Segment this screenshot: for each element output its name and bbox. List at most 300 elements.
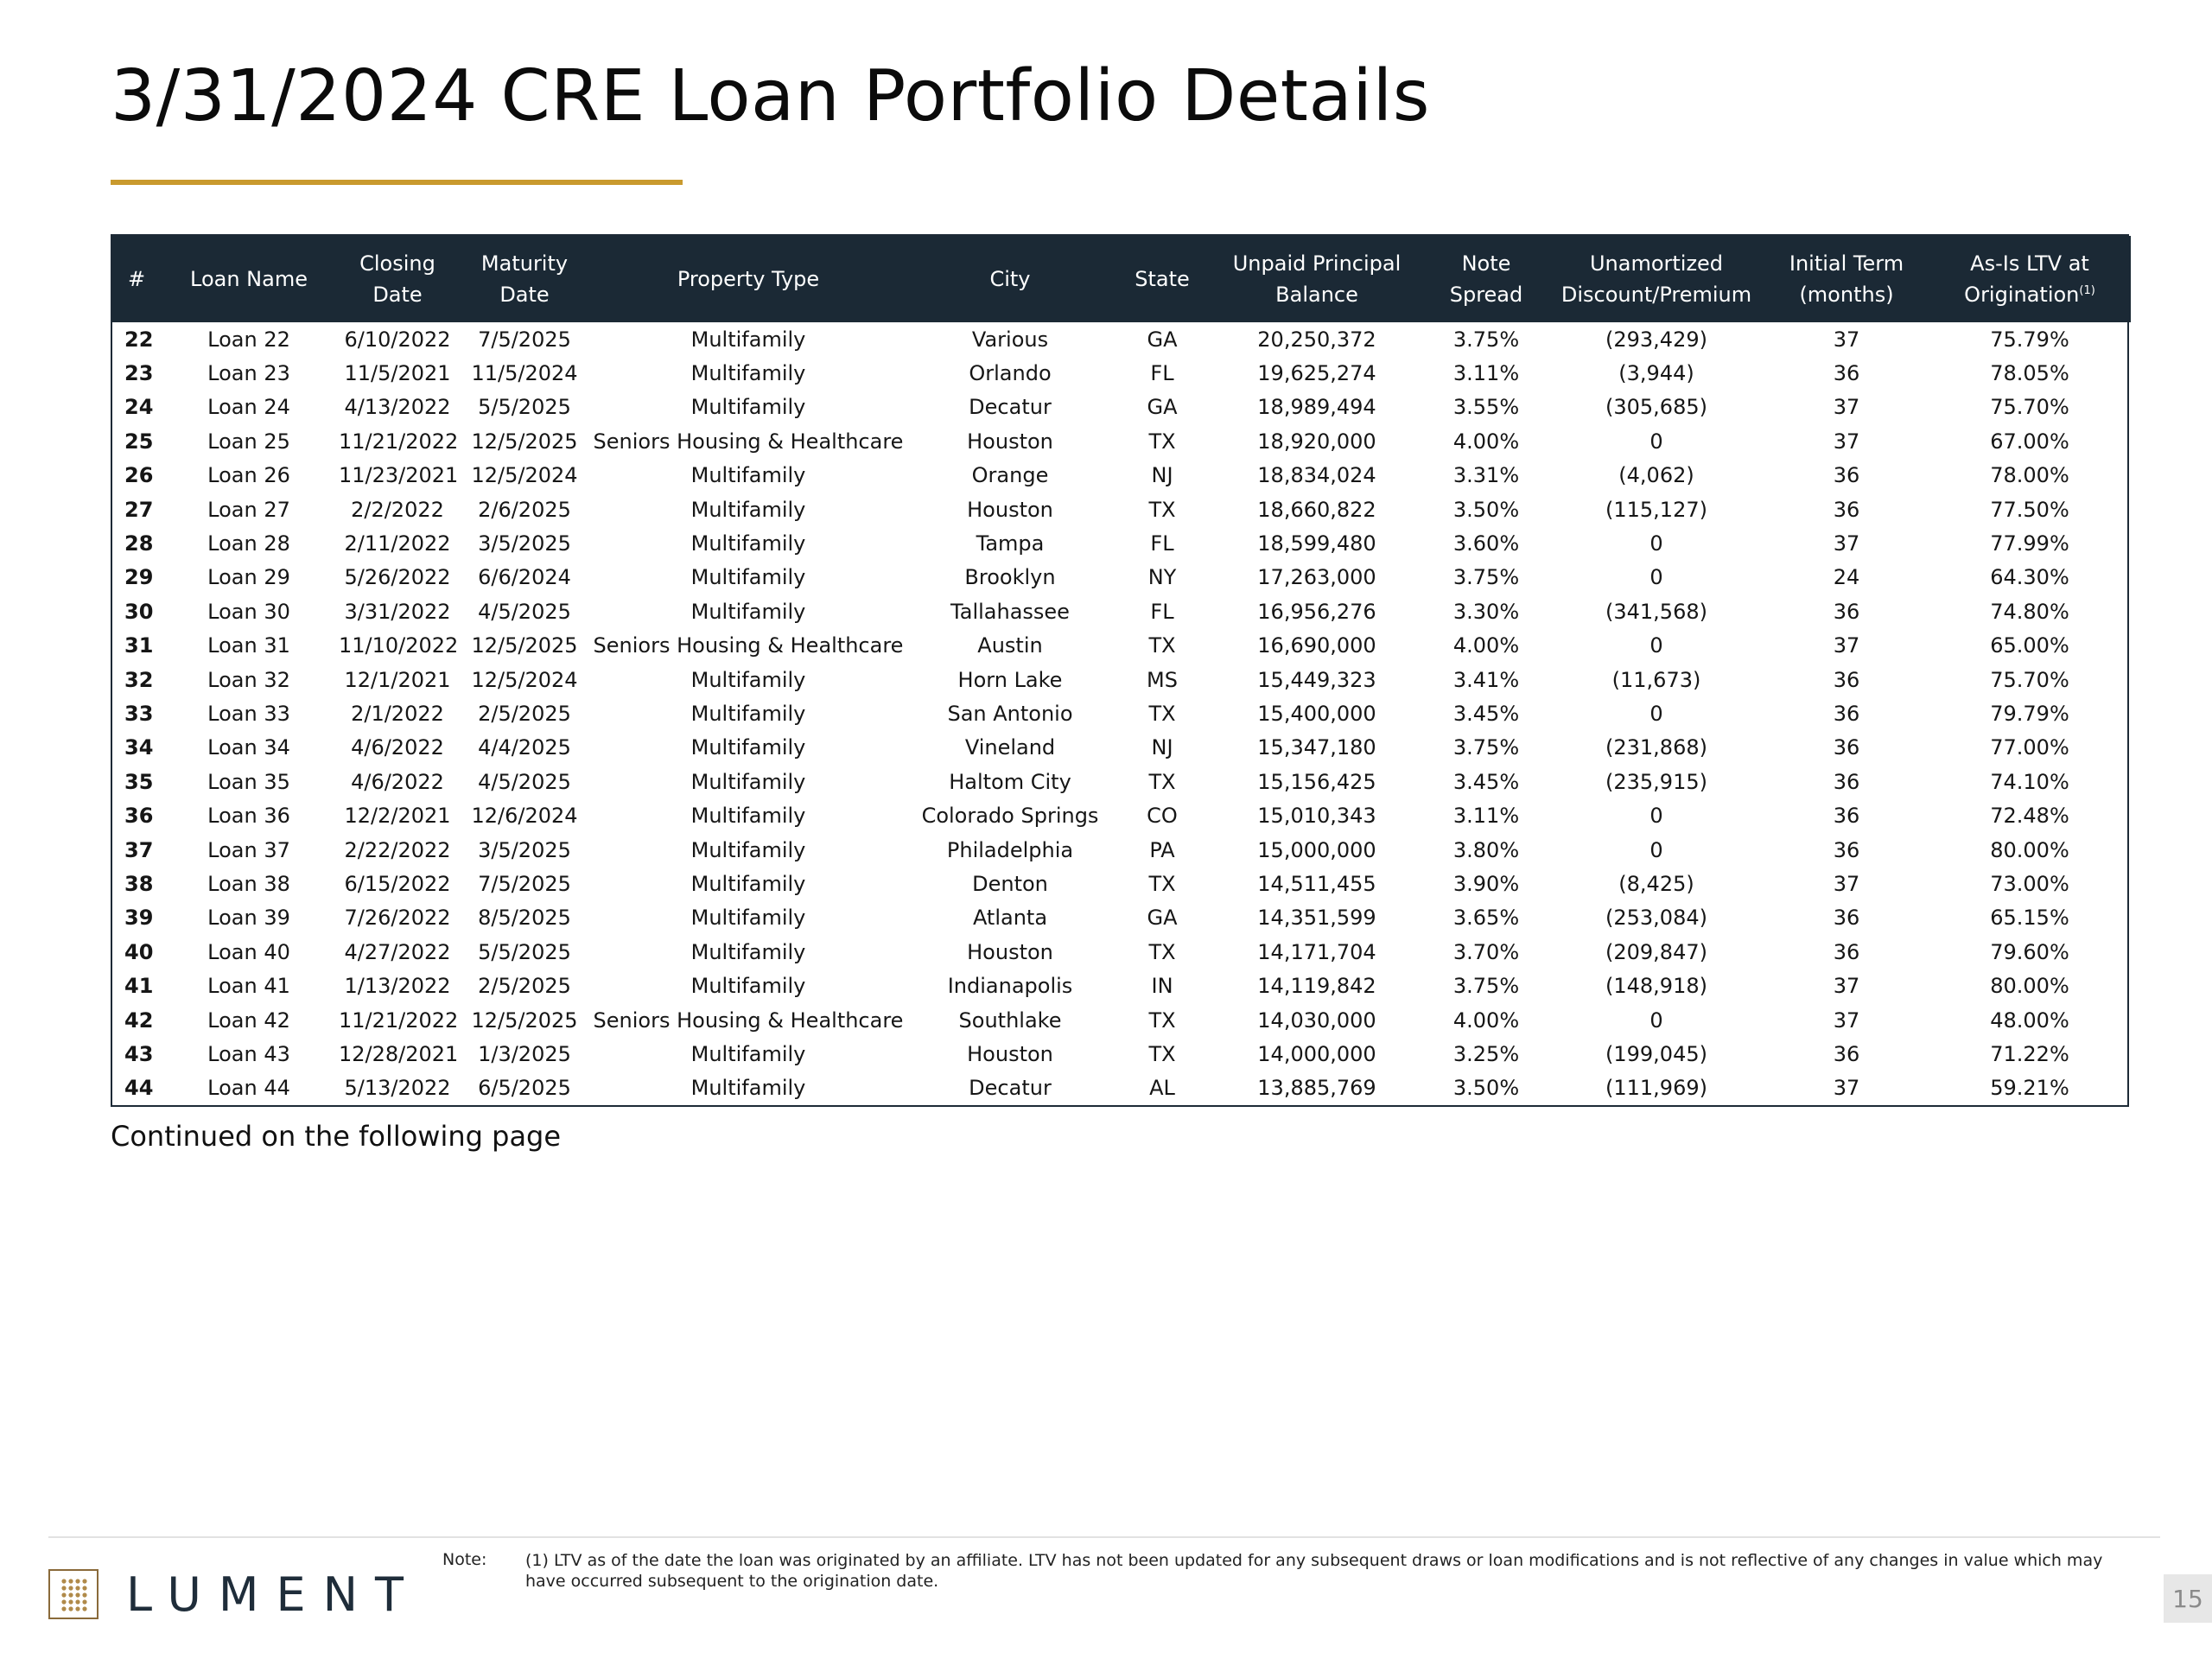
table-cell: 2/11/2022 [344,531,451,556]
table-cell: TX [1148,701,1176,726]
table-cell: 12/28/2021 [339,1041,459,1066]
table-cell: 12/1/2021 [344,667,451,692]
logo-wordmark: LUMENT [126,1567,422,1622]
table-cell: Loan 36 [207,804,290,829]
table-cell: 14,351,599 [1257,906,1376,931]
table-cell: Loan 38 [207,871,290,896]
table-cell: 37 [1833,1076,1860,1101]
table-cell: Loan 40 [207,939,290,964]
table-cell: Orlando [969,361,1052,386]
table-cell: TX [1148,1007,1176,1033]
table-cell: 0 [1649,429,1663,454]
table-cell: 7/5/2025 [478,327,571,352]
table-cell: 16,690,000 [1257,633,1376,658]
table-cell: 36 [1833,906,1860,931]
table-row [112,731,2131,765]
table-cell: AL [1149,1076,1175,1101]
table-cell: 37 [1833,974,1860,999]
table-cell: 12/5/2025 [471,633,578,658]
table-cell: 3.90% [1452,871,1520,896]
table-cell: 24 [124,395,154,420]
table-cell: 73.00% [1990,871,2069,896]
table-cell: 3/31/2022 [344,599,451,624]
table-cell: Seniors Housing & Healthcare [593,429,904,454]
table-cell: TX [1148,497,1176,522]
table-cell: Houston [967,1041,1053,1066]
table-cell: TX [1148,769,1176,794]
table-cell: 14,119,842 [1257,974,1376,999]
table-cell: 0 [1649,701,1663,726]
table-cell: 24 [1833,565,1860,590]
table-cell: 3.11% [1452,361,1520,386]
table-cell: 4/6/2022 [351,735,444,760]
table-cell: Loan 23 [207,361,290,386]
continued-note: Continued on the following page [111,1120,562,1153]
table-cell: Multifamily [690,974,806,999]
table-cell: 36 [1833,361,1860,386]
table-cell: Multifamily [690,804,806,829]
table-cell: Multifamily [690,667,806,692]
footnote-text: (1) LTV as of the date the loan was originated by an affiliate. LTV has not been updated for any subsequent draws or loan modifications and is not reflective of any changes in value which may have occurred subsequent to the origination date. [525,1551,2103,1591]
table-cell: 48.00% [1990,1007,2069,1033]
table-cell: TX [1148,633,1176,658]
table-cell: Loan 33 [207,701,290,726]
table-cell: 0 [1649,565,1663,590]
table-cell: 67.00% [1990,429,2069,454]
table-cell: 4.00% [1452,1007,1520,1033]
loan-table-container [111,234,2129,1107]
table-cell: 37 [124,837,154,862]
table-row [112,526,2131,560]
table-cell: 3.50% [1452,497,1520,522]
table-cell: 36 [1833,735,1860,760]
table-cell: Loan 35 [207,769,290,794]
table-cell: Loan 34 [207,735,290,760]
table-cell: 7/26/2022 [344,906,451,931]
table-cell: 18,989,494 [1257,395,1376,420]
table-cell: 36 [1833,804,1860,829]
table-cell: Philadelphia [946,837,1074,862]
table-cell: 18,834,024 [1257,463,1376,488]
table-cell: 3.31% [1452,463,1520,488]
table-cell: TX [1148,1041,1176,1066]
table-cell: 3/5/2025 [478,837,571,862]
page-number: 15 [2164,1574,2212,1623]
table-cell: 7/5/2025 [478,871,571,896]
table-cell: 43 [124,1041,154,1066]
table-cell: Seniors Housing & Healthcare [593,1007,904,1033]
table-cell: 13,885,769 [1257,1076,1376,1101]
table-cell: 37 [1833,327,1860,352]
table-cell: 37 [1833,395,1860,420]
table-cell: 59.21% [1990,1076,2069,1101]
table-cell: 6/6/2024 [478,565,571,590]
table-cell: 27 [124,497,154,522]
table-cell: 0 [1649,1007,1663,1033]
table-cell: Orange [971,463,1049,488]
table-cell: 18,920,000 [1257,429,1376,454]
table-cell: NJ [1151,735,1173,760]
table-cell: GA [1147,327,1178,352]
table-cell: 37 [1833,1007,1860,1033]
table-cell: 37 [1833,633,1860,658]
table-cell: 37 [1833,531,1860,556]
table-cell: TX [1148,429,1176,454]
grid-dots-icon [48,1569,99,1619]
table-cell: 17,263,000 [1257,565,1376,590]
table-cell: 79.79% [1990,701,2069,726]
table-cell: 28 [124,531,154,556]
table-cell: Multifamily [690,769,806,794]
column-header: # [127,267,146,291]
table-cell: 11/5/2024 [471,361,578,386]
table-row [112,969,2131,1002]
table-cell: Loan 32 [207,667,290,692]
table-row [112,765,2131,798]
footer-divider [48,1536,2160,1538]
table-cell: 3.75% [1452,974,1520,999]
table-cell: 3.80% [1452,837,1520,862]
table-cell: 12/2/2021 [344,804,451,829]
table-header-row [112,236,2131,322]
table-cell: 2/22/2022 [344,837,451,862]
table-cell: 14,171,704 [1257,939,1376,964]
table-cell: 12/5/2025 [471,429,578,454]
table-cell: 11/21/2022 [339,429,459,454]
table-cell: 39 [124,906,154,931]
table-cell: 36 [1833,497,1860,522]
table-cell: 6/5/2025 [478,1076,571,1101]
table-cell: 25 [124,429,154,454]
table-cell: 77.99% [1990,531,2069,556]
table-cell: 4.00% [1452,633,1520,658]
table-cell: FL [1150,361,1174,386]
table-cell: 1/3/2025 [478,1041,571,1066]
table-cell: (235,915) [1605,769,1707,794]
column-header: Unpaid Principal Balance [1232,251,1402,307]
table-cell: Vineland [964,735,1056,760]
table-cell: Loan 41 [207,974,290,999]
table-cell: Multifamily [690,735,806,760]
table-cell: 3.75% [1452,327,1520,352]
table-cell: Loan 24 [207,395,290,420]
table-cell: (11,673) [1611,667,1701,692]
table-row [112,391,2131,424]
table-cell: Horn Lake [957,667,1063,692]
table-row [112,424,2131,458]
table-cell: FL [1150,531,1174,556]
table-cell: 36 [1833,463,1860,488]
table-cell: Loan 27 [207,497,290,522]
table-cell: 5/5/2025 [478,939,571,964]
table-cell: 2/5/2025 [478,701,571,726]
table-cell: Loan 28 [207,531,290,556]
table-cell: Multifamily [690,361,806,386]
table-cell: 14,030,000 [1257,1007,1376,1033]
table-row [112,459,2131,493]
table-row [112,594,2131,628]
table-cell: Multifamily [690,327,806,352]
table-cell: 29 [124,565,154,590]
table-cell: 16,956,276 [1257,599,1376,624]
table-row [112,901,2131,935]
table-cell: 15,010,343 [1257,804,1376,829]
table-cell: 30 [124,599,154,624]
table-cell: 4/5/2025 [478,769,571,794]
table-cell: Multifamily [690,463,806,488]
table-cell: Multifamily [690,599,806,624]
table-cell: CO [1147,804,1178,829]
table-cell: San Antonio [947,701,1073,726]
table-cell: FL [1150,599,1174,624]
table-row [112,935,2131,969]
table-cell: 77.00% [1990,735,2069,760]
table-cell: 36 [1833,837,1860,862]
table-cell: PA [1149,837,1175,862]
column-header: Note Spread [1449,251,1523,307]
table-cell: 2/6/2025 [478,497,571,522]
table-cell: MS [1147,667,1178,692]
table-cell: 4/6/2022 [351,769,444,794]
table-cell: Loan 30 [207,599,290,624]
table-row [112,629,2131,663]
table-cell: 72.48% [1990,804,2069,829]
table-cell: Denton [972,871,1048,896]
table-cell: 64.30% [1990,565,2069,590]
table-cell: 38 [124,871,154,896]
table-cell: 22 [124,327,154,352]
table-cell: Tampa [976,531,1045,556]
column-header: Initial Term (months) [1789,251,1904,307]
table-cell: (8,425) [1618,871,1694,896]
table-cell: Houston [967,939,1053,964]
column-header: Unamortized Discount/Premium [1560,251,1752,307]
table-cell: Austin [977,633,1043,658]
table-cell: 3.41% [1452,667,1520,692]
table-row [112,833,2131,867]
table-cell: 40 [124,939,154,964]
table-cell: 75.70% [1990,667,2069,692]
table-body [112,322,2131,1105]
table-cell: 78.00% [1990,463,2069,488]
table-cell: 3.45% [1452,701,1520,726]
table-row [112,867,2131,900]
table-cell: 44 [124,1076,154,1101]
table-cell: 77.50% [1990,497,2069,522]
table-cell: (111,969) [1605,1076,1707,1101]
table-cell: 0 [1649,531,1663,556]
table-cell: 74.10% [1990,769,2069,794]
table-cell: Multifamily [690,531,806,556]
table-cell: 11/23/2021 [339,463,459,488]
table-cell: 3.65% [1452,906,1520,931]
table-row [112,1037,2131,1071]
table-cell: 19,625,274 [1257,361,1376,386]
table-cell: 71.22% [1990,1041,2069,1066]
column-header: Property Type [677,267,820,291]
table-cell: 20,250,372 [1257,327,1376,352]
table-cell: 75.79% [1990,327,2069,352]
table-cell: Loan 42 [207,1007,290,1033]
table-cell: 74.80% [1990,599,2069,624]
table-cell: 12/5/2024 [471,667,578,692]
table-cell: 3.75% [1452,565,1520,590]
table-cell: Loan 37 [207,837,290,862]
table-cell: GA [1147,906,1178,931]
column-header: Maturity Date [480,251,569,307]
table-cell: 5/26/2022 [344,565,451,590]
note-label: Note: [442,1550,487,1569]
table-cell: GA [1147,395,1178,420]
table-cell: Atlanta [972,906,1048,931]
table-cell: TX [1148,871,1176,896]
table-cell: 11/10/2022 [339,633,459,658]
table-cell: 12/5/2025 [471,1007,578,1033]
table-cell: 23 [124,361,154,386]
table-cell: Indianapolis [947,974,1073,999]
table-cell: Houston [967,429,1053,454]
table-cell: 32 [124,667,154,692]
table-cell: 12/6/2024 [471,804,578,829]
table-cell: 3.11% [1452,804,1520,829]
table-cell: 3/5/2025 [478,531,571,556]
table-cell: (253,084) [1605,906,1707,931]
table-row [112,561,2131,594]
table-cell: (293,429) [1605,327,1707,352]
table-cell: Multifamily [690,837,806,862]
table-cell: 2/1/2022 [351,701,444,726]
table-cell: (148,918) [1605,974,1707,999]
table-cell: 37 [1833,871,1860,896]
lument-logo [48,1566,421,1623]
table-cell: 15,000,000 [1257,837,1376,862]
table-cell: Multifamily [690,395,806,420]
table-cell: Loan 39 [207,906,290,931]
table-cell: 5/5/2025 [478,395,571,420]
table-cell: 4/5/2025 [478,599,571,624]
table-row [112,1003,2131,1037]
table-cell: Multifamily [690,701,806,726]
table-cell: NY [1147,565,1177,590]
table-row [112,663,2131,696]
table-cell: Multifamily [690,565,806,590]
table-cell: Loan 22 [207,327,290,352]
table-cell: Loan 29 [207,565,290,590]
table-cell: 78.05% [1990,361,2069,386]
table-cell: Loan 31 [207,633,290,658]
column-header: State [1135,267,1190,291]
table-cell: 4/27/2022 [344,939,451,964]
table-cell: 3.45% [1452,769,1520,794]
column-header: Closing Date [359,251,435,307]
table-cell: 36 [1833,701,1860,726]
loan-portfolio-table [112,236,2131,1105]
table-cell: Multifamily [690,939,806,964]
table-cell: 36 [1833,939,1860,964]
table-cell: Multifamily [690,871,806,896]
table-cell: 65.00% [1990,633,2069,658]
table-cell: 3.25% [1452,1041,1520,1066]
table-row [112,798,2131,832]
table-cell: Brooklyn [964,565,1056,590]
table-cell: Multifamily [690,1041,806,1066]
table-cell: Seniors Housing & Healthcare [593,633,904,658]
table-cell: 2/2/2022 [351,497,444,522]
table-cell: Houston [967,497,1053,522]
table-cell: Decatur [969,395,1052,420]
table-cell: 0 [1649,804,1663,829]
table-cell: 0 [1649,633,1663,658]
table-cell: 3.55% [1452,395,1520,420]
table-cell: 18,599,480 [1257,531,1376,556]
table-cell: (209,847) [1605,939,1707,964]
table-cell: Loan 25 [207,429,290,454]
table-row [112,356,2131,390]
table-row [112,696,2131,730]
table-cell: 3.30% [1452,599,1520,624]
table-cell: 15,156,425 [1257,769,1376,794]
table-cell: 15,400,000 [1257,701,1376,726]
table-cell: (341,568) [1605,599,1707,624]
table-cell: (4,062) [1618,463,1694,488]
table-cell: Various [971,327,1049,352]
table-cell: 2/5/2025 [478,974,571,999]
table-cell: 36 [124,804,154,829]
table-cell: 6/15/2022 [344,871,451,896]
table-cell: 35 [124,769,154,794]
table-cell: 12/5/2024 [471,463,578,488]
table-cell: 36 [1833,1041,1860,1066]
table-cell: 34 [124,735,154,760]
table-cell: 75.70% [1990,395,2069,420]
table-cell: Decatur [969,1076,1052,1101]
table-cell: 14,000,000 [1257,1041,1376,1066]
table-cell: 8/5/2025 [478,906,571,931]
column-header: Loan Name [190,267,308,291]
table-cell: 0 [1649,837,1663,862]
table-cell: 65.15% [1990,906,2069,931]
table-cell: 36 [1833,599,1860,624]
table-cell: Multifamily [690,906,806,931]
table-cell: 14,511,455 [1257,871,1376,896]
table-row [112,493,2131,526]
table-cell: 26 [124,463,154,488]
table-cell: (115,127) [1605,497,1707,522]
table-cell: 18,660,822 [1257,497,1376,522]
table-cell: 15,449,323 [1257,667,1376,692]
table-cell: 15,347,180 [1257,735,1376,760]
table-cell: Loan 43 [207,1041,290,1066]
table-cell: 36 [1833,667,1860,692]
table-cell: 31 [124,633,154,658]
table-cell: TX [1148,939,1176,964]
table-cell: 80.00% [1990,974,2069,999]
column-header: As-Is LTV at Origination$^{(1)}$ [1964,251,2095,307]
table-cell: 3.75% [1452,735,1520,760]
table-cell: (3,944) [1618,361,1694,386]
table-cell: Multifamily [690,497,806,522]
table-cell: NJ [1151,463,1173,488]
table-cell: (199,045) [1605,1041,1707,1066]
table-cell: 4.00% [1452,429,1520,454]
table-cell: 36 [1833,769,1860,794]
table-cell: Haltom City [949,769,1071,794]
page-title: 3/31/2024 CRE Loan Portfolio Details [111,55,1430,137]
column-header: City [989,267,1031,291]
table-row [112,322,2131,356]
table-cell: 11/5/2021 [344,361,451,386]
table-cell: 1/13/2022 [344,974,451,999]
